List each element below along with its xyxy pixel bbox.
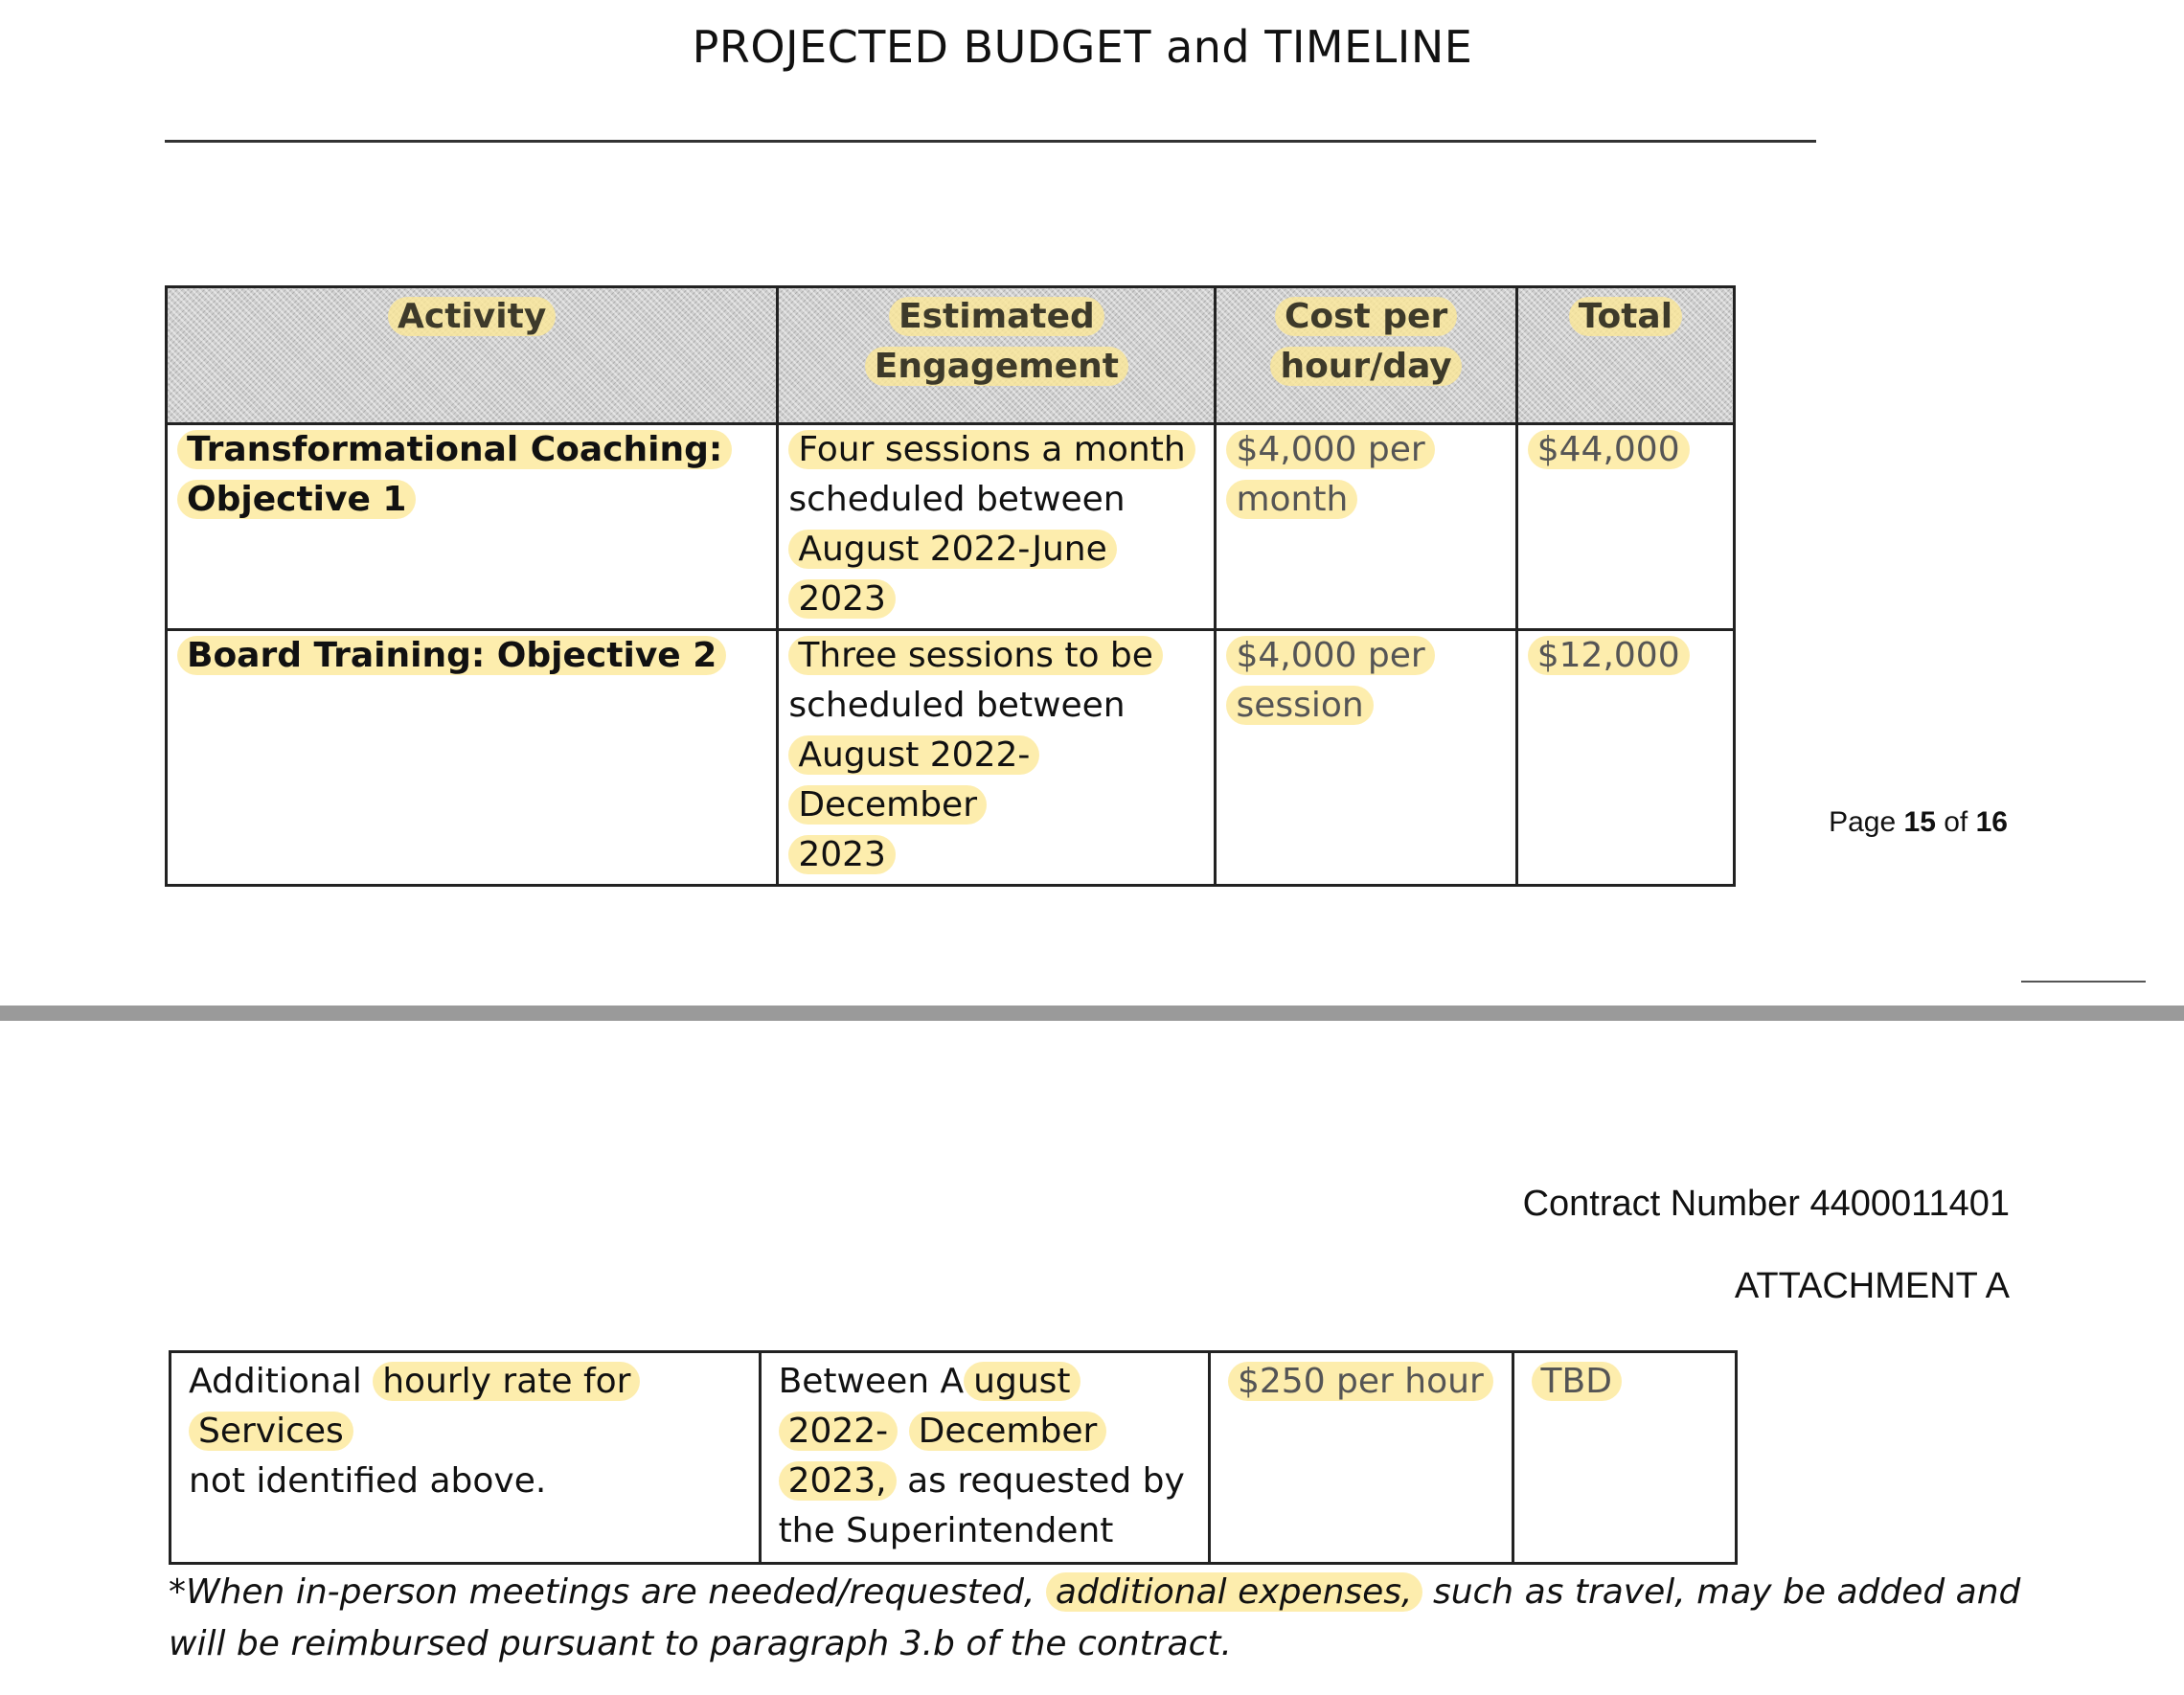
activity-line1: Transformational Coaching: xyxy=(177,430,732,469)
cell-activity xyxy=(167,424,778,630)
cell-engagement xyxy=(778,424,1216,630)
engagement-part3: December 2023, xyxy=(779,1412,1107,1501)
page-break-divider xyxy=(0,1006,2184,1021)
cell-engagement xyxy=(760,1352,1209,1564)
activity-part2: hourly rate for Services xyxy=(189,1362,640,1451)
footnote xyxy=(169,1567,2046,1670)
engagement-part4: as requested by the Superintendent xyxy=(778,1461,1185,1550)
activity-line2: Objective 1 xyxy=(177,480,416,519)
additional-services-table xyxy=(169,1350,1738,1565)
header-engagement-line1: Estimated xyxy=(889,297,1104,336)
page-number-label: Page xyxy=(1829,806,1897,838)
cell-activity xyxy=(171,1352,761,1564)
activity-part3: not identified above. xyxy=(189,1461,547,1501)
table-header-row xyxy=(167,287,1735,424)
activity-part1: Additional xyxy=(189,1362,362,1401)
cost-part2: session xyxy=(1226,686,1373,725)
engagement-part4: 2023 xyxy=(788,835,896,874)
footnote-highlight: additional expenses, xyxy=(1046,1572,1422,1612)
table-row xyxy=(171,1352,1737,1564)
cost-value: $250 per hour xyxy=(1228,1362,1493,1401)
header-estimated-engagement xyxy=(778,287,1216,424)
engagement-part2: scheduled between xyxy=(788,480,1126,519)
cost-part1: $4,000 per xyxy=(1226,430,1434,469)
cell-cost xyxy=(1216,630,1516,886)
page-number-of: of xyxy=(1944,806,1968,838)
document-title: PROJECTED BUDGET and TIMELINE xyxy=(692,21,1473,73)
engagement-part1: Four sessions a month xyxy=(788,430,1194,469)
cell-total xyxy=(1516,424,1734,630)
corner-rule xyxy=(2021,981,2146,983)
engagement-part1: Between A xyxy=(778,1362,965,1401)
header-activity-label: Activity xyxy=(388,297,556,336)
page-number-total: 16 xyxy=(1975,806,2008,838)
total-value: $44,000 xyxy=(1528,430,1690,469)
footnote-part1: *When in-person meetings are needed/requested, xyxy=(169,1572,1046,1612)
cost-part2: month xyxy=(1226,480,1357,519)
engagement-part2: scheduled between xyxy=(788,686,1126,725)
activity-line1: Board Training: Objective 2 xyxy=(177,636,726,675)
header-engagement-line2: Engagement xyxy=(865,347,1128,386)
engagement-part2: ugust 2022- xyxy=(779,1362,1081,1451)
cell-total xyxy=(1513,1352,1736,1564)
cost-part1: $4,000 per xyxy=(1226,636,1434,675)
engagement-part3: August 2022-December xyxy=(788,735,1039,825)
header-cost-line2: hour/day xyxy=(1270,347,1461,386)
table-row xyxy=(167,424,1735,630)
cell-cost xyxy=(1210,1352,1513,1564)
header-cost-per-hour-day xyxy=(1216,287,1516,424)
contract-number: Contract Number 4400011401 xyxy=(1522,1184,2010,1224)
engagement-part3: August 2022-June 2023 xyxy=(788,530,1116,619)
title-divider xyxy=(165,140,1816,143)
budget-table xyxy=(165,285,1736,887)
header-total xyxy=(1516,287,1734,424)
footnote-part3: such as travel, may be added and will be reimbursed pursuant to paragraph 3.b of the contract. xyxy=(169,1572,2021,1663)
page-number xyxy=(1829,806,2008,839)
table-row xyxy=(167,630,1735,886)
attachment-label: ATTACHMENT A xyxy=(1734,1266,2010,1306)
cell-engagement xyxy=(778,630,1216,886)
cell-cost xyxy=(1216,424,1516,630)
total-value: TBD xyxy=(1532,1362,1622,1401)
total-value: $12,000 xyxy=(1528,636,1690,675)
header-activity xyxy=(167,287,778,424)
cell-total xyxy=(1516,630,1734,886)
cell-activity xyxy=(167,630,778,886)
header-cost-line1: Cost per xyxy=(1275,297,1457,336)
engagement-part1: Three sessions to be xyxy=(788,636,1163,675)
page-number-current: 15 xyxy=(1903,806,1936,838)
header-total-label: Total xyxy=(1569,297,1682,336)
